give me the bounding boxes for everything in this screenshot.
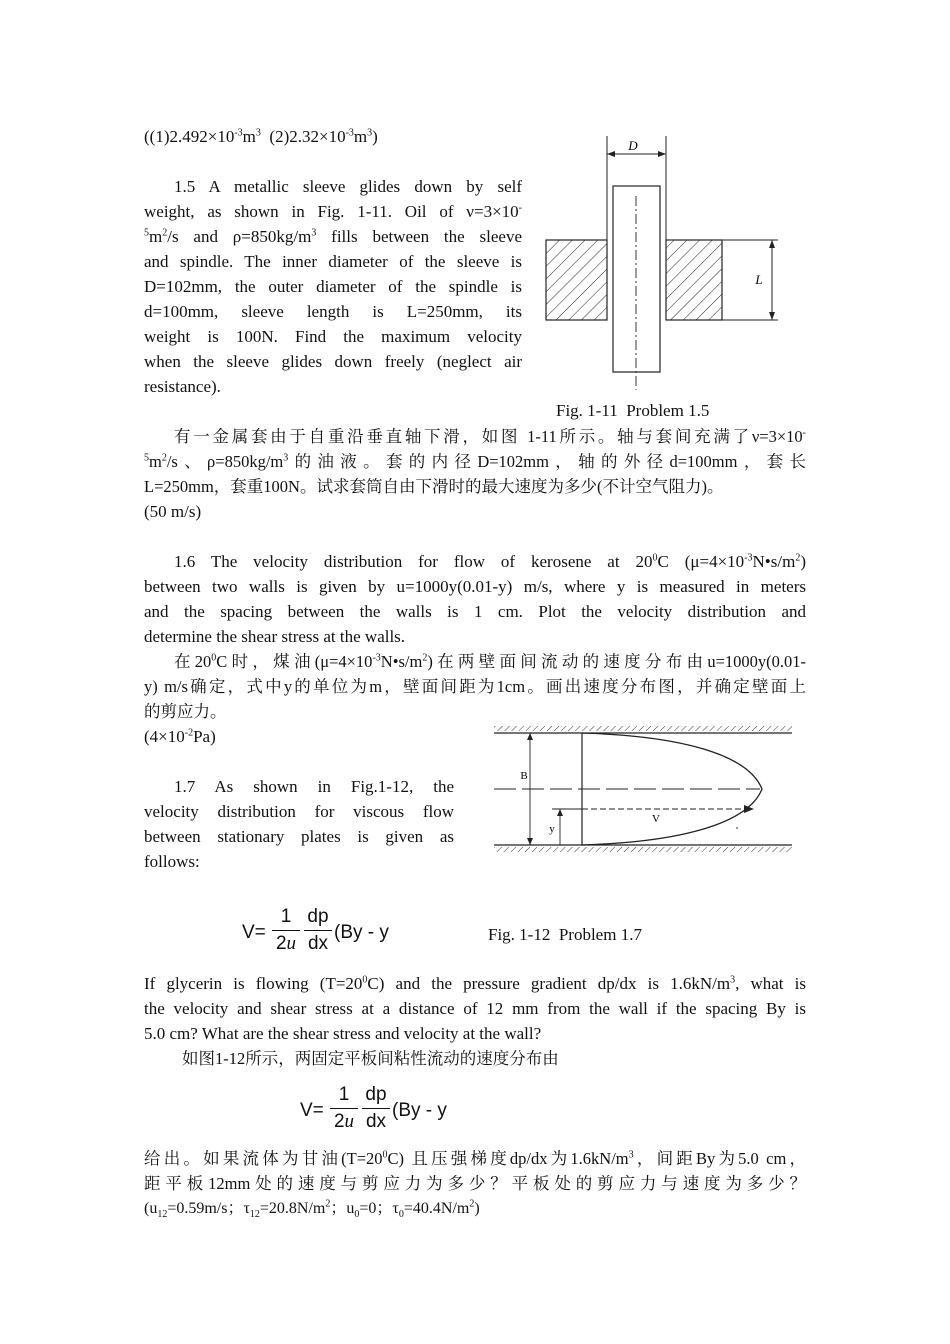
p17-en-line-1-b: C) and the pressure gradient dp/dx is 1.6kN/m: [367, 974, 731, 993]
ans-exp2: 2: [469, 1198, 475, 1210]
p17-answer: [144, 1196, 480, 1221]
p15-line-2-text: weight, as shown in Fig. 1-11. Oil of ν=3×10: [144, 202, 519, 221]
p17-en-line-3: 5.0 cm? What are the shear stress and velocity at the wall?: [144, 1024, 542, 1043]
p16-line-1-exp2: 2: [795, 552, 801, 564]
p17-en-line-1-exp1: 3: [730, 974, 736, 986]
p15-line-4: and spindle. The inner diameter of the sleeve is: [144, 252, 522, 271]
p17-cn-line-3: 距平板12mm处的速度与剪应力为多少？平板处的剪应力与速度为多少？: [144, 1174, 806, 1193]
p15-line-3: [144, 224, 522, 249]
fraction-den: [272, 933, 300, 955]
formula-rhs: (By - y: [334, 922, 389, 943]
fraction-num: 1: [338, 1084, 350, 1105]
p15-line-8: when the sleeve glides down freely (neglect air: [144, 352, 522, 371]
ans-b: =0.59m/s；τ: [167, 1200, 250, 1217]
fraction-dp-dx: [362, 1084, 390, 1133]
p15-line-7: weight is 100N. Find the maximum velocity: [144, 327, 522, 346]
p17-cn-line-2-exp1: 3: [628, 1149, 634, 1161]
ans-e: =0；τ: [359, 1200, 399, 1217]
bottom-plate-hatch: [494, 847, 792, 852]
p16-cn-line-1-exp2: 2: [422, 652, 428, 664]
ans-c: =20.8N/m: [259, 1200, 326, 1217]
p17-cn-line-1: 如图1-12所示，两固定平板间粘性流动的速度分布由: [182, 1049, 559, 1068]
p16-line-1-d: ): [800, 552, 806, 571]
answer-2-unit: m: [353, 127, 368, 146]
fraction-bar: [272, 930, 300, 931]
p17-en-line-1-c: , what is: [735, 974, 806, 993]
p17-line-1: 1.7 As shown in Fig.1-12, the: [174, 777, 454, 796]
answer-2-unit-exponent: 3: [367, 127, 373, 139]
p16-line-3: and the spacing between the walls is 1 cm. Plot the velocity distribution and: [144, 602, 806, 621]
p15-cn-line-1: [174, 424, 806, 449]
den-2: 2: [275, 933, 287, 954]
p15-line-3-exp: 5: [144, 227, 149, 239]
answer-1-unit-exponent: 3: [255, 127, 261, 139]
p16-answer: [144, 724, 216, 749]
p15-line-2: [144, 199, 522, 224]
ans-sub4: 0: [398, 1209, 404, 1221]
p16-line-1-b: C (μ=4×10: [657, 552, 745, 571]
p15-answer: (50 m/s): [144, 502, 202, 521]
answer-1-unit: m: [242, 127, 256, 146]
den-u: u: [286, 933, 297, 954]
p15-line-1: 1.5 A metallic sleeve glides down by self: [174, 177, 522, 196]
p15-line-2-exp: -: [518, 202, 522, 214]
fraction-den: dx: [307, 933, 329, 954]
p17-line-3: between stationary plates is given as: [144, 827, 454, 846]
p16-line-1-a: 1.6 The velocity distribution for flow of kerosene at 20: [174, 552, 653, 571]
fraction-bar: [304, 930, 332, 931]
figure-1-11-caption: Fig. 1-11 Problem 1.5: [556, 401, 710, 420]
p17-cn-line-2-c: ，间距By为5.0 cm，: [633, 1149, 807, 1168]
p16-line-2: between two walls is given by u=1000y(0.01-y) m/s, where y is measured in meters: [144, 577, 806, 596]
fraction-bar: [362, 1108, 390, 1109]
sleeve-left: [546, 240, 607, 320]
fraction-num: 1: [280, 906, 292, 927]
answer-1-text: ((1)2.492×10: [144, 127, 235, 146]
p16-cn-line-1-exp1: -3: [372, 652, 381, 664]
p15-line-9: resistance).: [144, 377, 221, 396]
p15-cn-line-2-exp: 5: [144, 452, 149, 464]
figure-1-11-sleeve-diagram: [540, 132, 780, 394]
ans-g: ): [474, 1200, 480, 1217]
p17-cn-line-2: [144, 1146, 806, 1171]
sleeve-right: [666, 240, 722, 320]
fraction-num: dp: [307, 906, 329, 927]
figure-1-12-plate-flow-diagram: [490, 724, 796, 858]
p15-cn-line-2-exp2: 2: [161, 452, 167, 464]
p16-line-1-c: N•s/m: [752, 552, 796, 571]
fraction-1-over-2u: [330, 1084, 358, 1133]
ans-a: (u: [144, 1200, 158, 1217]
p15-line-3-unit: m: [149, 227, 163, 246]
fraction-den: [330, 1111, 358, 1133]
p17-cn-line-2-a: 给出。如果流体为甘油(T=20: [144, 1149, 383, 1168]
fraction-dp-dx: [304, 906, 332, 955]
label-V: V: [652, 813, 660, 825]
answer-2-text: (2)2.32×10: [260, 127, 346, 146]
fraction-bar: [330, 1108, 358, 1109]
ans-d: ；u: [330, 1200, 355, 1217]
p16-answer-exp: -2: [184, 727, 194, 739]
fraction-1-over-2u: [272, 906, 300, 955]
figure-1-12-caption: Fig. 1-12 Problem 1.7: [488, 925, 642, 944]
p16-cn-line-1-b: C时，煤油(μ=4×10: [216, 652, 373, 671]
formula-rhs: (By - y: [392, 1100, 447, 1121]
answer-close-paren: ): [372, 127, 378, 146]
p16-cn-line-3: 的剪应力。: [144, 702, 227, 721]
p15-cn-line-2-rho: /s、ρ=850kg/m: [166, 452, 284, 471]
p16-answer-post: Pa): [193, 727, 216, 746]
p15-cn-line-1-exp: -: [802, 427, 806, 439]
label-B: B: [520, 770, 528, 782]
p15-cn-line-2: [144, 449, 806, 474]
label-L: L: [755, 272, 763, 287]
p17-en-line-1-exp0: 0: [362, 974, 368, 986]
ans-sub3: 0: [354, 1209, 360, 1221]
fraction-num: dp: [365, 1084, 387, 1105]
p15-cn-line-2-exp3: 3: [283, 452, 289, 464]
formula-lhs: V=: [300, 1100, 324, 1121]
p16-line-1: [174, 549, 806, 574]
p16-cn-line-2: y) m/s确定，式中y的单位为m，壁面间距为1cm。画出速度分布图，并确定壁面上: [144, 677, 806, 696]
ans-exp1: 2: [325, 1198, 331, 1210]
p17-cn-line-2-exp0: 0: [382, 1149, 388, 1161]
ans-f: =40.4N/m: [403, 1200, 470, 1217]
formula-lhs: V=: [242, 922, 266, 943]
velocity-formula-2: [300, 1082, 480, 1142]
p17-cn-line-2-b: C) 且压强梯度dp/dx为1.6kN/m: [387, 1149, 629, 1168]
p15-cn-line-2-text: 的油液。套的内径D=102mm，轴的外径d=100mm，套长: [288, 452, 806, 471]
p15-cn-line-1-text: 有一金属套由于自重沿垂直轴下滑，如图 1-11所示。轴与套间充满了ν=3×10: [174, 427, 803, 446]
ans-sub2: 12: [249, 1209, 260, 1221]
p16-cn-line-1-a: 在20: [174, 652, 212, 671]
p17-line-2: velocity distribution for viscous flow: [144, 802, 454, 821]
answer-1-exponent: -3: [234, 127, 243, 139]
label-D: D: [628, 138, 638, 153]
p16-cn-line-1-exp0: 0: [211, 652, 217, 664]
p17-line-4: follows:: [144, 852, 200, 871]
p16-answer-pre: (4×10: [144, 727, 185, 746]
spindle: [613, 186, 660, 372]
p15-line-6: d=100mm, sleeve length is L=250mm, its: [144, 302, 522, 321]
p16-line-1-exp0: 0: [652, 552, 658, 564]
p16-cn-line-1: [174, 649, 806, 674]
top-plate-hatch: [494, 726, 792, 731]
velocity-formula: [242, 904, 422, 964]
label-y: y: [549, 823, 555, 835]
p15-cn-line-3: L=250mm，套重100N。试求套筒自由下滑时的最大速度为多少(不计空气阻力)。: [144, 477, 724, 496]
fraction-den: dx: [365, 1111, 387, 1132]
p15-line-3-exp3: 3: [311, 227, 317, 239]
p16-cn-line-1-c: N•s/m: [380, 652, 423, 671]
p16-line-1-exp1: -3: [744, 552, 753, 564]
p15-line-3-exp2: 2: [162, 227, 168, 239]
p15-line-3-end: fills between the sleeve: [316, 227, 523, 246]
den-2: 2: [333, 1111, 345, 1132]
p16-cn-line-1-d: )在两壁面间流动的速度分布由u=1000y(0.01-: [427, 652, 806, 671]
ans-sub1: 12: [157, 1209, 168, 1221]
p17-en-line-1: [144, 971, 806, 996]
p15-cn-line-2-unit: m: [149, 452, 162, 471]
previous-answers: [144, 124, 378, 149]
p16-line-4: determine the shear stress at the walls.: [144, 627, 406, 646]
p17-en-line-1-a: If glycerin is flowing (T=20: [144, 974, 363, 993]
p15-line-3-rest: /s and ρ=850kg/m: [167, 227, 312, 246]
p17-en-line-2: the velocity and shear stress at a distance of 12 mm from the wall if the spacing By is: [144, 999, 806, 1018]
den-u: u: [344, 1111, 355, 1132]
p15-line-5: D=102mm, the outer diameter of the spindle is: [144, 277, 522, 296]
answer-2-exponent: -3: [345, 127, 354, 139]
